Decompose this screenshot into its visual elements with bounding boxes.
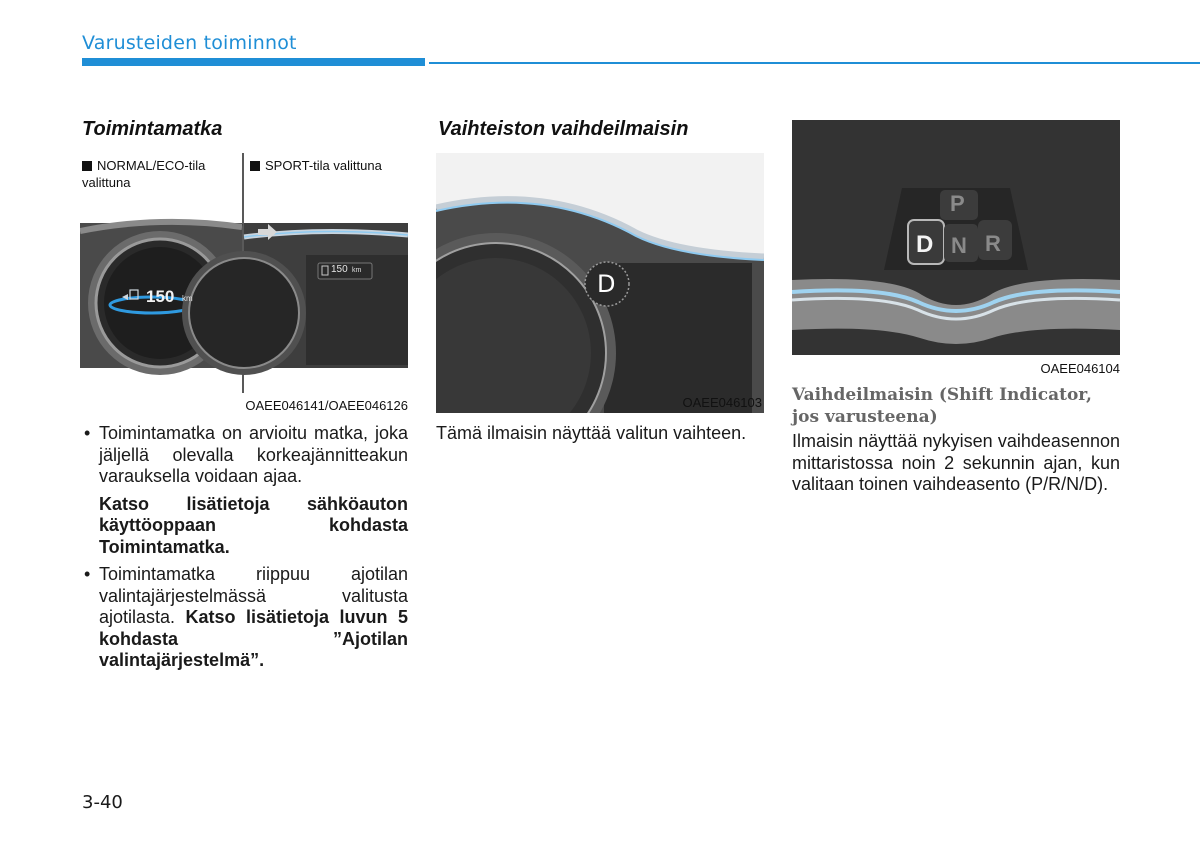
figure-code: OAEE046103 <box>682 395 762 410</box>
figure-code: OAEE046104 <box>1040 361 1120 376</box>
shift-indicator-figure <box>792 120 1120 380</box>
bullet-item: • Toimintamatka on arvioitu matka, joka jäljellä olevalla korkeajännitteakun varauksella voidaan ajaa. <box>82 423 408 488</box>
gear-d-label: D <box>916 231 934 258</box>
square-bullet-icon <box>82 161 92 171</box>
range-unit-sport: km <box>352 267 362 274</box>
page-number: 3-40 <box>82 792 123 813</box>
figure-code: OAEE046141/OAEE046126 <box>245 398 408 413</box>
shift-indicator-text: Ilmaisin näyttää nykyisen vaihdeasennon mittaristossa noin 2 sekunnin ajan, kun valitaan toinen vaihdeasento (P/R/N/D). <box>792 431 1120 494</box>
gear-p-label: P <box>950 191 965 216</box>
range-note: Katso lisätietoja sähköauton käyttöoppaan kohdasta Toimintamatka. <box>99 493 408 557</box>
shift-indicator-title: Vaihdeilmaisin (Shift Indicator, jos varusteena) <box>792 385 1092 427</box>
figure-label-sport: SPORT-tila valittuna <box>250 157 406 174</box>
range-text <box>82 423 408 678</box>
bullet-item: • Toimintamatka riippuu ajotilan valintajärjestelmässä valitusta ajotilasta. Katso lisätietoja luvun 5 kohdasta ”Ajotilan valintajärjestelmä”. <box>82 564 408 672</box>
square-bullet-icon <box>250 161 260 171</box>
section-title-gear-indicator: Vaihteiston vaihdeilmaisin <box>438 118 689 140</box>
gear-r-label: R <box>985 231 1001 256</box>
gear-indicator-text: Tämä ilmaisin näyttää valitun vaihteen. <box>436 423 747 443</box>
section-title-range: Toimintamatka <box>82 118 223 140</box>
header-bar <box>82 58 425 66</box>
gear-d-indicator: D <box>597 270 616 298</box>
range-figure <box>80 153 408 413</box>
range-readout-sport: 150 <box>331 264 348 275</box>
range-unit-normal: km <box>182 294 193 303</box>
gear-n-label: N <box>951 233 967 258</box>
gear-indicator-figure <box>436 153 764 413</box>
figure-label-normal: NORMAL/ECO-tila valittuna <box>82 158 206 190</box>
range-readout-normal: 150 <box>146 287 175 306</box>
header-title: Varusteiden toiminnot <box>82 32 297 54</box>
header-rule <box>429 62 1200 64</box>
